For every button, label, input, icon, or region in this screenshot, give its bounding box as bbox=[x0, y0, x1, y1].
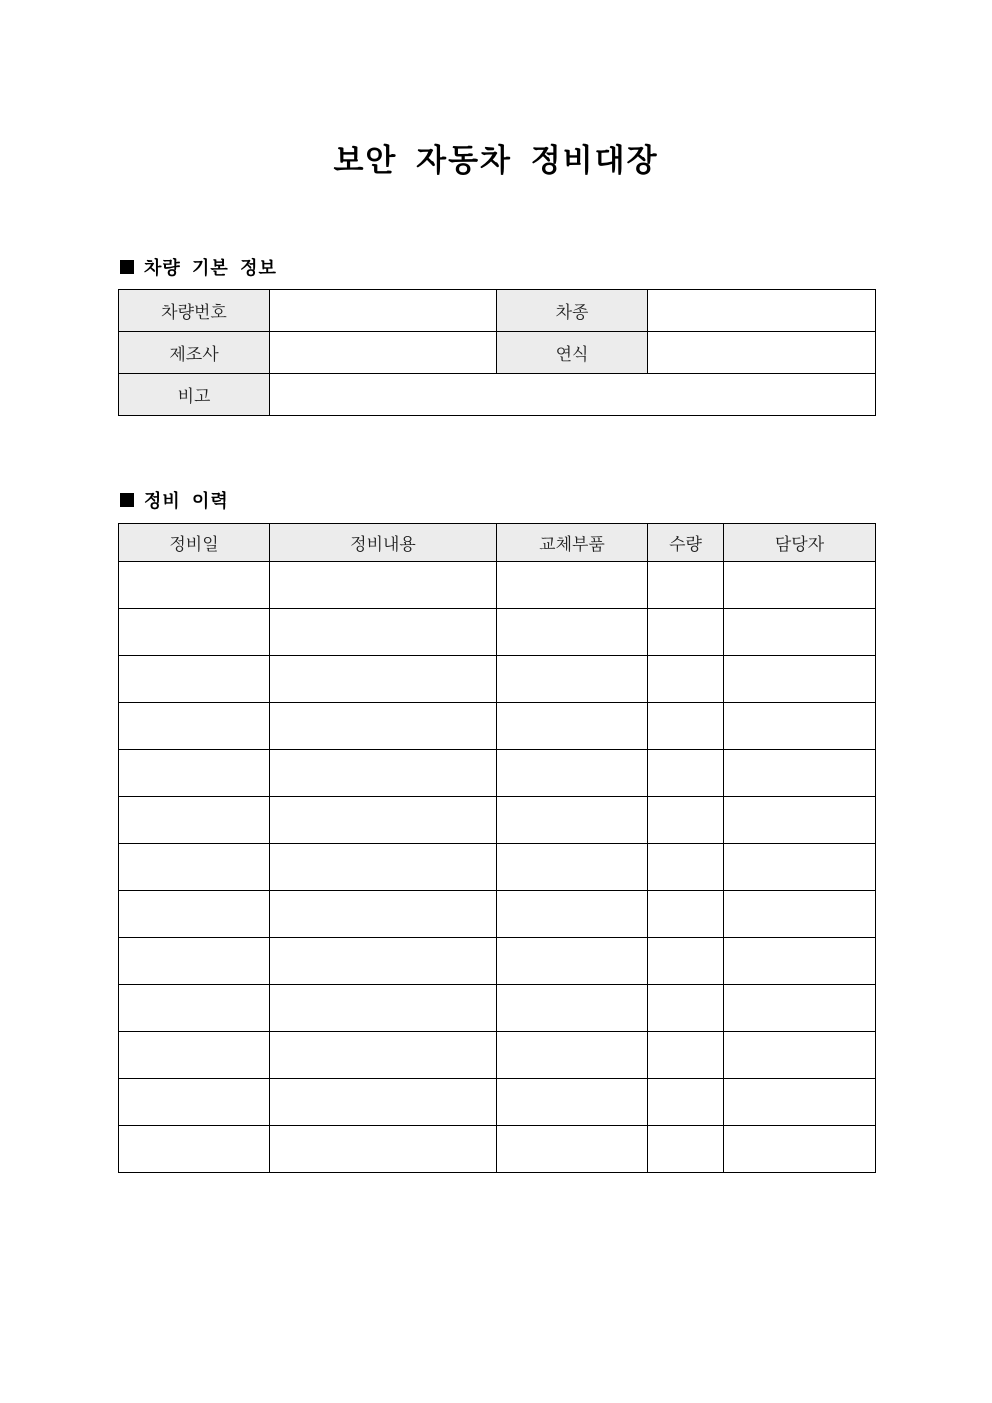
table-row bbox=[119, 985, 876, 1032]
date-cell[interactable] bbox=[119, 1126, 270, 1173]
description-cell[interactable] bbox=[270, 891, 497, 938]
parts-cell[interactable] bbox=[497, 750, 648, 797]
vehicle-info-row bbox=[119, 332, 876, 374]
description-cell[interactable] bbox=[270, 609, 497, 656]
description-cell[interactable] bbox=[270, 750, 497, 797]
technician-cell[interactable] bbox=[724, 891, 876, 938]
description-cell[interactable] bbox=[270, 938, 497, 985]
technician-cell[interactable] bbox=[724, 844, 876, 891]
description-cell[interactable] bbox=[270, 985, 497, 1032]
column-header-technician: 담당자 bbox=[724, 524, 876, 562]
parts-cell[interactable] bbox=[497, 797, 648, 844]
table-row bbox=[119, 891, 876, 938]
quantity-cell[interactable] bbox=[648, 985, 724, 1032]
description-cell[interactable] bbox=[270, 1126, 497, 1173]
year-field[interactable] bbox=[648, 332, 876, 374]
history-heading bbox=[120, 487, 229, 513]
remarks-field[interactable] bbox=[270, 374, 876, 416]
technician-cell[interactable] bbox=[724, 656, 876, 703]
parts-cell[interactable] bbox=[497, 844, 648, 891]
model-field[interactable] bbox=[648, 290, 876, 332]
table-row bbox=[119, 562, 876, 609]
vehicle-info-table bbox=[118, 289, 876, 416]
parts-cell[interactable] bbox=[497, 938, 648, 985]
table-row bbox=[119, 1032, 876, 1079]
date-cell[interactable] bbox=[119, 750, 270, 797]
quantity-cell[interactable] bbox=[648, 562, 724, 609]
parts-cell[interactable] bbox=[497, 1079, 648, 1126]
technician-cell[interactable] bbox=[724, 938, 876, 985]
description-cell[interactable] bbox=[270, 844, 497, 891]
plate-label: 차량번호 bbox=[119, 290, 270, 332]
parts-cell[interactable] bbox=[497, 891, 648, 938]
description-cell[interactable] bbox=[270, 1079, 497, 1126]
table-row bbox=[119, 750, 876, 797]
page-title: 보안 자동차 정비대장 bbox=[333, 143, 659, 179]
year-label: 연식 bbox=[497, 332, 648, 374]
vehicle-info-heading bbox=[120, 254, 277, 280]
quantity-cell[interactable] bbox=[648, 797, 724, 844]
technician-cell[interactable] bbox=[724, 1032, 876, 1079]
table-row bbox=[119, 609, 876, 656]
technician-cell[interactable] bbox=[724, 562, 876, 609]
date-cell[interactable] bbox=[119, 985, 270, 1032]
column-header-parts: 교체부품 bbox=[497, 524, 648, 562]
technician-cell[interactable] bbox=[724, 703, 876, 750]
vehicle-info-row bbox=[119, 374, 876, 416]
plate-field[interactable] bbox=[270, 290, 497, 332]
parts-cell[interactable] bbox=[497, 1126, 648, 1173]
table-row bbox=[119, 1079, 876, 1126]
parts-cell[interactable] bbox=[497, 609, 648, 656]
model-label: 차종 bbox=[497, 290, 648, 332]
quantity-cell[interactable] bbox=[648, 891, 724, 938]
date-cell[interactable] bbox=[119, 562, 270, 609]
square-bullet-icon bbox=[120, 260, 134, 274]
date-cell[interactable] bbox=[119, 1079, 270, 1126]
parts-cell[interactable] bbox=[497, 985, 648, 1032]
table-row bbox=[119, 844, 876, 891]
description-cell[interactable] bbox=[270, 1032, 497, 1079]
quantity-cell[interactable] bbox=[648, 656, 724, 703]
description-cell[interactable] bbox=[270, 703, 497, 750]
date-cell[interactable] bbox=[119, 609, 270, 656]
technician-cell[interactable] bbox=[724, 797, 876, 844]
quantity-cell[interactable] bbox=[648, 1126, 724, 1173]
table-row bbox=[119, 703, 876, 750]
parts-cell[interactable] bbox=[497, 562, 648, 609]
parts-cell[interactable] bbox=[497, 1032, 648, 1079]
description-cell[interactable] bbox=[270, 656, 497, 703]
quantity-cell[interactable] bbox=[648, 609, 724, 656]
table-row bbox=[119, 656, 876, 703]
maker-field[interactable] bbox=[270, 332, 497, 374]
quantity-cell[interactable] bbox=[648, 844, 724, 891]
vehicle-info-heading-text: 차량 기본 정보 bbox=[144, 258, 277, 279]
column-header-quantity: 수량 bbox=[648, 524, 724, 562]
history-heading-text: 정비 이력 bbox=[144, 491, 229, 512]
date-cell[interactable] bbox=[119, 938, 270, 985]
column-header-description: 정비내용 bbox=[270, 524, 497, 562]
maker-label: 제조사 bbox=[119, 332, 270, 374]
technician-cell[interactable] bbox=[724, 609, 876, 656]
quantity-cell[interactable] bbox=[648, 1032, 724, 1079]
quantity-cell[interactable] bbox=[648, 938, 724, 985]
history-header-row bbox=[119, 524, 876, 562]
table-row bbox=[119, 938, 876, 985]
technician-cell[interactable] bbox=[724, 750, 876, 797]
square-bullet-icon bbox=[120, 493, 134, 507]
description-cell[interactable] bbox=[270, 797, 497, 844]
table-row bbox=[119, 1126, 876, 1173]
date-cell[interactable] bbox=[119, 891, 270, 938]
table-row bbox=[119, 797, 876, 844]
quantity-cell[interactable] bbox=[648, 750, 724, 797]
date-cell[interactable] bbox=[119, 656, 270, 703]
date-cell[interactable] bbox=[119, 703, 270, 750]
parts-cell[interactable] bbox=[497, 656, 648, 703]
parts-cell[interactable] bbox=[497, 703, 648, 750]
date-cell[interactable] bbox=[119, 844, 270, 891]
quantity-cell[interactable] bbox=[648, 1079, 724, 1126]
remarks-label: 비고 bbox=[119, 374, 270, 416]
quantity-cell[interactable] bbox=[648, 703, 724, 750]
vehicle-info-row bbox=[119, 290, 876, 332]
technician-cell[interactable] bbox=[724, 985, 876, 1032]
technician-cell[interactable] bbox=[724, 1079, 876, 1126]
description-cell[interactable] bbox=[270, 562, 497, 609]
column-header-date: 정비일 bbox=[119, 524, 270, 562]
technician-cell[interactable] bbox=[724, 1126, 876, 1173]
maintenance-history-table bbox=[118, 523, 876, 1173]
date-cell[interactable] bbox=[119, 1032, 270, 1079]
date-cell[interactable] bbox=[119, 797, 270, 844]
